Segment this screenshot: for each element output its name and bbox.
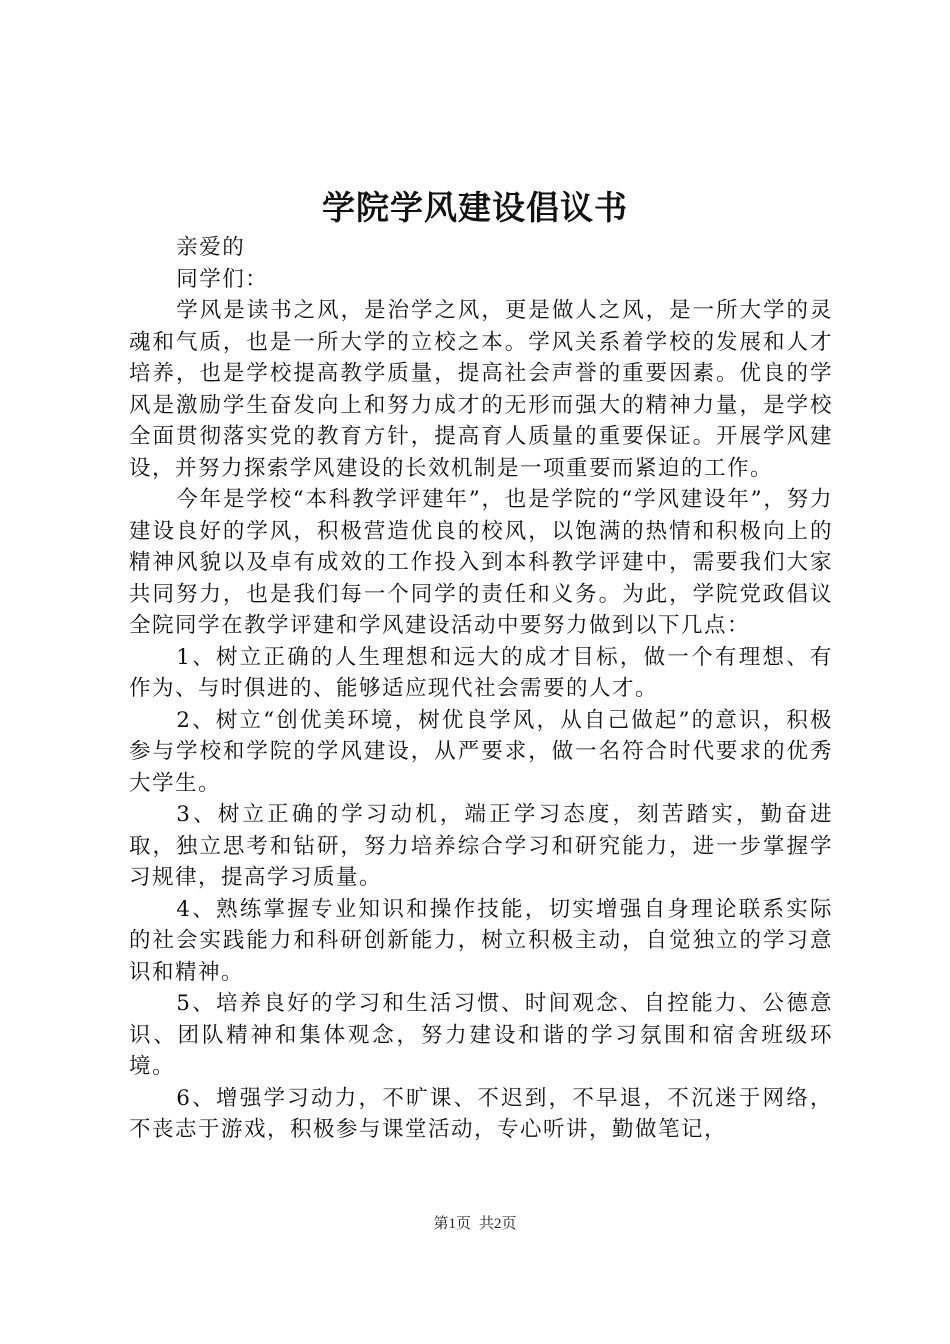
- salutation-line-2: 同学们：: [176, 266, 269, 292]
- list-item-1: 1、树立正确的人生理想和远大的成才目标，做一个有理想、有作为、与时俱进的、能够适应现代社会需要的人才。: [129, 644, 833, 701]
- page-number: 第1页: [433, 1216, 471, 1232]
- document-body: [129, 232, 833, 1146]
- paragraph-context: 今年是学校“本科教学评建年”，也是学院的“学风建设年”，努力建设良好的学风，积极营造优良的校风，以饱满的热情和积极向上的精神风貌以及卓有成效的工作投入到本科教学评建中，需要我们大家共同努力，也是我们每一个同学的责任和义务。为此，学院党政倡议全院同学在教学评建和学风建设活动中要努力做到以下几点：: [129, 487, 833, 638]
- list-item-3: 3、树立正确的学习动机，端正学习态度，刻苦踏实，勤奋进取，独立思考和钻研，努力培养综合学习和研究能力，进一步掌握学习规律，提高学习质量。: [129, 802, 833, 890]
- salutation-line-1: 亲爱的: [176, 235, 246, 260]
- list-item-5: 5、培养良好的学习和生活习惯、时间观念、自控能力、公德意识、团队精神和集体观念，努力建设和谐的学习氛围和宿舍班级环境。: [129, 991, 833, 1079]
- paragraph-intro: 学风是读书之风，是治学之风，更是做人之风，是一所大学的灵魂和气质，也是一所大学的立校之本。学风关系着学校的发展和人才培养，也是学校提高教学质量，提高社会声誉的重要因素。优良的学风是激励学生奋发向上和努力成才的无形而强大的精神力量，是学校全面贯彻落实党的教育方针，提高育人质量的重要保证。开展学风建设，并努力探索学风建设的长效机制是一项重要而紧迫的工作。: [129, 298, 833, 481]
- page-footer: [0, 1214, 950, 1234]
- list-item-2: 2、树立“创优美环境，树优良学风，从自己做起”的意识，积极参与学校和学院的学风建设，从严要求，做一名符合时代要求的优秀大学生。: [129, 707, 833, 796]
- page-total: 共2页: [479, 1216, 517, 1232]
- list-item-6: 6、增强学习动力，不旷课、不迟到，不早退，不沉迷于网络，不丧志于游戏，积极参与课堂活动，专心听讲，勤做笔记，: [129, 1085, 833, 1142]
- list-item-4: 4、熟练掌握专业知识和操作技能，切实增强自身理论联系实际的社会实践能力和科研创新能力，树立积极主动，自觉独立的学习意识和精神。: [129, 896, 833, 985]
- document-title: 学院学风建设倡议书: [322, 188, 628, 227]
